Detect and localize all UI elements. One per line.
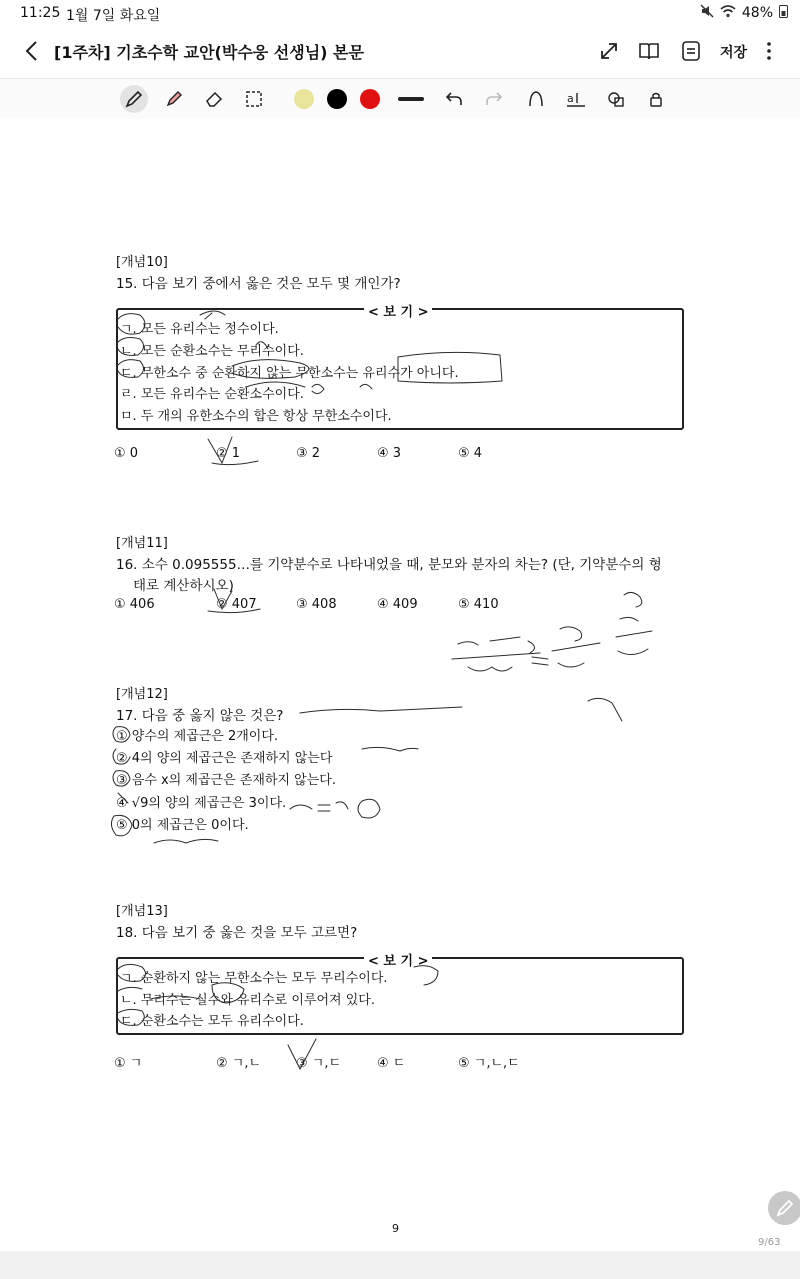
more-button[interactable] bbox=[756, 38, 782, 64]
undo-button[interactable] bbox=[440, 85, 468, 113]
text-convert-icon bbox=[565, 89, 587, 109]
q18-option: ④ ㄷ bbox=[377, 1056, 406, 1071]
ink-stroke bbox=[232, 360, 309, 379]
page-list-button[interactable] bbox=[678, 38, 704, 64]
highlighter-tool[interactable] bbox=[160, 85, 188, 113]
color-red[interactable] bbox=[360, 89, 380, 109]
ink-stroke bbox=[208, 437, 232, 463]
q15-question: 15. 다음 보기 중에서 옳은 것은 모두 몇 개인가? bbox=[116, 276, 401, 292]
back-button[interactable] bbox=[20, 38, 46, 64]
q17-option: ④ √9의 양의 제곱근은 3이다. bbox=[116, 796, 287, 811]
q15-option: ② 1 bbox=[216, 446, 241, 461]
wifi-icon bbox=[720, 4, 736, 22]
redo-button[interactable] bbox=[480, 85, 508, 113]
ink-stroke bbox=[360, 384, 372, 389]
svg-text:a: a bbox=[567, 92, 574, 105]
ink-stroke bbox=[246, 382, 305, 387]
pen-icon bbox=[124, 89, 144, 109]
drawing-toolbar bbox=[0, 78, 800, 120]
q18-option: ③ ㄱ,ㄷ bbox=[296, 1056, 342, 1071]
ink-stroke bbox=[558, 663, 584, 667]
ink-stroke bbox=[452, 653, 540, 659]
ink-stroke bbox=[113, 771, 130, 786]
shape-icon bbox=[526, 89, 546, 109]
color-black[interactable] bbox=[327, 89, 347, 109]
document-page[interactable] bbox=[0, 119, 800, 1249]
q15-box-label: < 보 기 > bbox=[364, 301, 432, 320]
q17-option: ⑤ 0의 제곱근은 0이다. bbox=[116, 818, 249, 833]
text-tool[interactable] bbox=[562, 85, 590, 113]
ink-stroke bbox=[118, 314, 145, 334]
q16-option: ⑤ 410 bbox=[458, 597, 499, 612]
q15-option: ⑤ 4 bbox=[458, 446, 483, 461]
q15-item: ㄹ. 모든 유리수는 순환소수이다. bbox=[120, 387, 304, 402]
lock-icon bbox=[646, 89, 666, 109]
ink-stroke bbox=[111, 815, 132, 835]
q18-box-label: < 보 기 > bbox=[364, 950, 432, 969]
ink-stroke bbox=[618, 649, 648, 655]
q15-item: ㄴ. 모든 순환소수는 무리수이다. bbox=[120, 344, 304, 359]
ink-stroke bbox=[532, 657, 548, 665]
stroke-width-icon bbox=[398, 94, 424, 104]
book-icon bbox=[636, 38, 662, 64]
q16-option: ③ 408 bbox=[296, 597, 337, 612]
ink-stroke bbox=[118, 964, 146, 981]
q16-question: 16. 소수 0.095555…를 기약분수로 나타내었을 때, 분모와 분자의 차는? (단, 기약분수의 형 bbox=[116, 557, 662, 573]
lasso-tool[interactable] bbox=[240, 85, 268, 113]
ink-stroke bbox=[208, 609, 260, 613]
ink-stroke bbox=[118, 987, 142, 991]
ink-stroke bbox=[113, 749, 130, 764]
q15-option: ③ 2 bbox=[296, 446, 321, 461]
q17-option: ② 4의 양의 제곱근은 존재하지 않는다 bbox=[116, 751, 333, 766]
battery-icon bbox=[779, 4, 788, 22]
ink-stroke bbox=[552, 643, 600, 651]
selection-icon bbox=[244, 89, 264, 109]
q16-question-cont: 태로 계산하시오) bbox=[133, 578, 234, 594]
ink-stroke bbox=[414, 966, 438, 985]
status-icons bbox=[700, 4, 788, 22]
pen-icon bbox=[768, 1191, 800, 1225]
ink-stroke bbox=[214, 589, 232, 609]
status-date: 1월 7일 화요일 bbox=[66, 8, 161, 24]
q15-item: ㄷ. 무한소수 중 순환하지 않는 무한소수는 유리수가 아니다. bbox=[120, 366, 459, 381]
ink-stroke bbox=[312, 384, 324, 393]
q18-question: 18. 다음 보기 중 옳은 것을 모두 고르면? bbox=[116, 925, 358, 941]
chevron-left-icon bbox=[20, 38, 46, 64]
nav-bar bbox=[0, 1251, 800, 1279]
ink-stroke bbox=[154, 839, 218, 843]
ink-stroke bbox=[150, 996, 200, 999]
q17-option: ③ 음수 x의 제곱근은 존재하지 않는다. bbox=[116, 773, 336, 788]
ink-stroke bbox=[358, 799, 380, 818]
eraser-icon bbox=[204, 89, 224, 109]
pen-tool[interactable] bbox=[120, 85, 148, 113]
q18-item: ㄱ. 순환하지 않는 무한소수는 모두 무리수이다. bbox=[120, 971, 388, 986]
expand-button[interactable] bbox=[596, 38, 622, 64]
q15-option: ① 0 bbox=[114, 446, 139, 461]
expand-icon bbox=[596, 38, 622, 64]
ink-stroke bbox=[290, 802, 348, 811]
ink-stroke bbox=[616, 631, 652, 637]
ink-stroke bbox=[362, 747, 418, 751]
ink-stroke bbox=[118, 1009, 144, 1025]
mute-icon bbox=[700, 4, 714, 22]
q18-item: ㄴ. 무리수는 실수와 유리수로 이루어져 있다. bbox=[120, 993, 375, 1008]
ink-stroke bbox=[288, 1039, 316, 1069]
shapes-tool[interactable] bbox=[602, 85, 630, 113]
ink-stroke bbox=[620, 617, 638, 621]
q17-question: 17. 다음 중 옳지 않은 것은? bbox=[116, 708, 284, 724]
q18-item: ㄷ. 순환소수는 모두 유리수이다. bbox=[120, 1014, 304, 1029]
ink-stroke bbox=[256, 342, 268, 349]
battery-percent: 48% bbox=[741, 5, 773, 21]
ink-stroke bbox=[588, 698, 622, 721]
q16-concept: [개념11] bbox=[116, 536, 168, 551]
status-time: 11:25 bbox=[20, 5, 61, 21]
ink-stroke bbox=[113, 727, 130, 742]
q16-option: ① 406 bbox=[114, 597, 155, 612]
handwriting-layer bbox=[0, 119, 800, 1249]
list-icon bbox=[678, 38, 704, 64]
ink-stroke bbox=[458, 637, 535, 653]
q16-option: ④ 409 bbox=[377, 597, 418, 612]
ink-stroke bbox=[468, 667, 512, 671]
status-bar bbox=[0, 0, 800, 26]
q16-option: ② 407 bbox=[216, 597, 257, 612]
q15-item: ㅁ. 두 개의 유한소수의 합은 항상 무한소수이다. bbox=[120, 409, 392, 424]
save-button[interactable]: 저장 bbox=[720, 45, 748, 61]
q18-option: ① ㄱ bbox=[114, 1056, 143, 1071]
stroke-width-tool[interactable] bbox=[396, 85, 426, 113]
edit-fab-button[interactable] bbox=[768, 1191, 800, 1225]
ink-stroke bbox=[560, 627, 582, 641]
book-view-button[interactable] bbox=[636, 38, 662, 64]
ink-stroke bbox=[118, 360, 144, 378]
redo-icon bbox=[484, 89, 504, 109]
ink-stroke bbox=[118, 793, 128, 803]
highlighter-icon bbox=[164, 89, 184, 109]
q15-option: ④ 3 bbox=[377, 446, 402, 461]
ink-stroke bbox=[300, 707, 462, 713]
page-count: 9/63 bbox=[758, 1237, 781, 1248]
q15-item: ㄱ. 모든 유리수는 정수이다. bbox=[120, 322, 279, 337]
color-yellow[interactable] bbox=[294, 89, 314, 109]
q18-option: ② ㄱ,ㄴ bbox=[216, 1056, 262, 1071]
page-title: [1주차] 기초수학 교안(박수웅 선생님) 본문 bbox=[54, 43, 364, 62]
shapes-icon bbox=[606, 89, 626, 109]
ink-stroke bbox=[624, 592, 642, 607]
ink-stroke bbox=[212, 983, 244, 1003]
ink-stroke bbox=[212, 461, 258, 465]
app-bar bbox=[0, 26, 800, 76]
shape-tool[interactable] bbox=[522, 85, 550, 113]
more-vert-icon bbox=[756, 38, 782, 64]
q17-concept: [개념12] bbox=[116, 687, 168, 702]
undo-icon bbox=[444, 89, 464, 109]
q15-concept: [개념10] bbox=[116, 255, 168, 270]
page-number: 9 bbox=[392, 1222, 399, 1235]
lock-tool[interactable] bbox=[642, 85, 670, 113]
ink-stroke bbox=[118, 338, 144, 356]
ink-stroke bbox=[200, 311, 225, 319]
eraser-tool[interactable] bbox=[200, 85, 228, 113]
ink-stroke bbox=[398, 352, 502, 383]
q18-option: ⑤ ㄱ,ㄴ,ㄷ bbox=[458, 1056, 520, 1071]
q18-concept: [개념13] bbox=[116, 904, 168, 919]
q17-option: ① 양수의 제곱근은 2개이다. bbox=[116, 729, 279, 744]
